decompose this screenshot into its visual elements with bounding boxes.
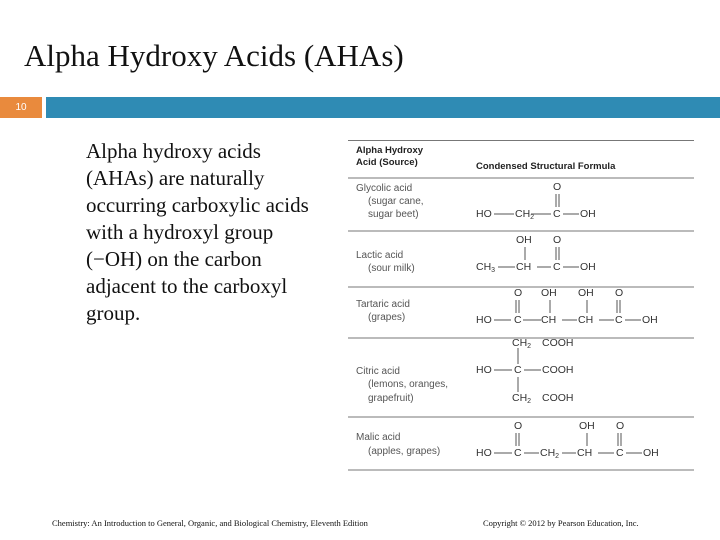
formula-atom: C (553, 208, 561, 220)
formula-atom: HO (476, 447, 492, 459)
row-glycolic-source: sugar beet) (368, 209, 419, 220)
formula-subscript: 2 (527, 398, 532, 405)
header-source-line2: Acid (Source) (356, 157, 418, 168)
formula-atom: COOH (542, 392, 574, 404)
formula-atom: C (615, 314, 623, 326)
row-tartaric-name: Tartaric acid (356, 299, 410, 310)
formula-atom: CH (540, 447, 556, 459)
row-glycolic-name: Glycolic acid (356, 183, 413, 194)
formula-atom: OH (580, 261, 596, 273)
row-citric-source: grapefruit) (368, 393, 414, 404)
formula-group (512, 392, 531, 404)
formula-atom: O (553, 234, 562, 246)
formula-atom: CH (476, 261, 492, 273)
formula-atom: OH (643, 447, 659, 459)
formula-atom: OH (580, 208, 596, 220)
formula-atom: HO (476, 314, 492, 326)
formula-atom: OH (578, 287, 594, 299)
header-bar (46, 97, 720, 118)
footer-copyright: Copyright © 2012 by Pearson Education, Inc. (483, 518, 639, 528)
formula-subscript: 2 (530, 214, 535, 221)
slide-title: Alpha Hydroxy Acids (AHAs) (24, 38, 404, 73)
aha-table (348, 140, 694, 472)
formula-atom: CH (578, 314, 594, 326)
formula-subscript: 2 (555, 453, 560, 460)
formula-atom: C (514, 314, 522, 326)
body-text: Alpha hydroxy acids (AHAs) are naturally occurring carboxylic acids with a hydroxyl group (−OH) on the carbon adjacent to the carboxyl group. (86, 139, 309, 325)
formula-atom: COOH (542, 364, 574, 376)
formula-atom: OH (541, 287, 557, 299)
formula-atom: C (514, 364, 522, 376)
row-citric-name: Citric acid (356, 366, 400, 377)
formula-atom: OH (579, 420, 595, 432)
formula-atom: O (615, 287, 624, 299)
formula-atom: O (616, 420, 625, 432)
formula-atom: O (514, 287, 523, 299)
formula-subscript: 2 (527, 343, 532, 350)
formula-subscript: 3 (491, 267, 496, 274)
row-tartaric-source: (grapes) (368, 312, 406, 323)
formula-atom: CH (541, 314, 557, 326)
row-lactic-name: Lactic acid (356, 250, 404, 261)
formula-atom: C (553, 261, 561, 273)
formula-atom: CH (512, 337, 528, 349)
formula-atom: CH (577, 447, 593, 459)
row-citric-source: (lemons, oranges, (368, 379, 449, 390)
row-malic-name: Malic acid (356, 432, 401, 443)
formula-group (476, 261, 495, 273)
formula-atom: C (514, 447, 522, 459)
formula-atom: OH (642, 314, 658, 326)
formula-group (515, 208, 534, 220)
formula-atom: HO (476, 364, 492, 376)
formula-atom: COOH (542, 337, 574, 349)
formula-atom: OH (516, 234, 532, 246)
formula-atom: C (616, 447, 624, 459)
formula-atom: O (553, 181, 562, 193)
slide-number: 10 (0, 97, 42, 118)
formula-atom: O (514, 420, 523, 432)
formula-atom: CH (512, 392, 528, 404)
formula-atom: HO (476, 208, 492, 220)
footer-book-title: Chemistry: An Introduction to General, Organic, and Biological Chemistry, Eleventh Edition (52, 518, 368, 528)
formula-group (540, 447, 559, 459)
formula-atom: CH (515, 208, 531, 220)
row-lactic-source: (sour milk) (368, 263, 415, 274)
formula-atom: CH (516, 261, 532, 273)
header-source-line1: Alpha Hydroxy (356, 145, 424, 156)
formula-group (512, 337, 531, 349)
row-glycolic-source: (sugar cane, (368, 196, 424, 207)
header-formula: Condensed Structural Formula (476, 161, 616, 172)
row-malic-source: (apples, grapes) (368, 446, 441, 457)
